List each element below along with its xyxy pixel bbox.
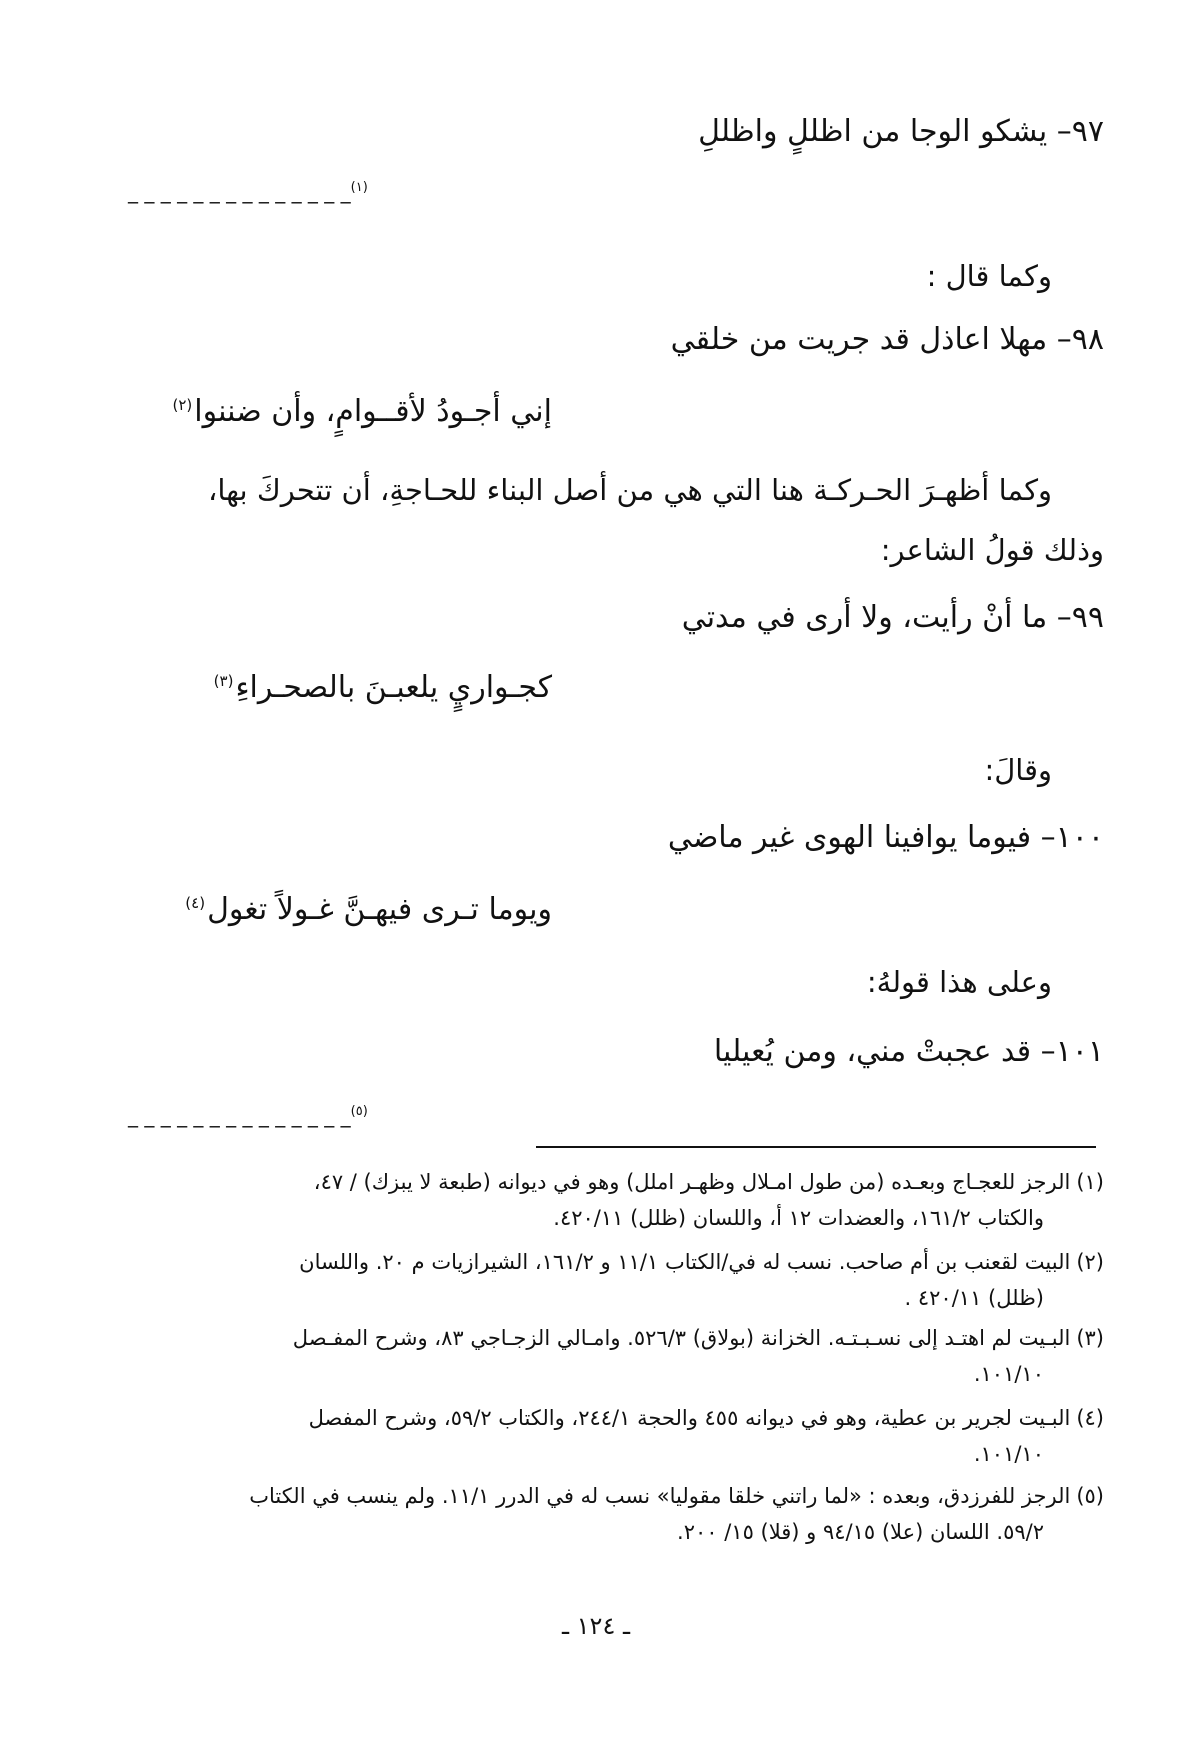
footnote-2: (٢)البيت لقعنب بن أم صاحب. نسب له في/الكتاب ١١/١ و ١٦١/٢، الشيرازيات م ٢٠. واللسان (ظلل) ٤٢٠/١١ . [299, 1250, 1104, 1310]
verse-99-first-hemistich: ٩٩– ما أنْ رأيت، ولا أرى في مدتي [681, 600, 1104, 635]
footnote-ref-4: (٤) [185, 894, 206, 912]
verse-101-second-hemistich-missing: $^{(٥)}$_ _ _ _ _ _ _ _ _ _ _ _ _ _ [128, 1103, 368, 1128]
verse-100-second-hemistich: ويوما تـرى فيهـنَّ غـولاً تغول$^{(٤)}$ [185, 892, 552, 927]
verse-100-first-hemistich: ١٠٠– فيوما يوافينا الهوى غير ماضي [667, 820, 1104, 855]
page-number: ـ ١٢٤ ـ [561, 1612, 630, 1640]
verse-98-second-hemistich: إني أجـودُ لأقــوامٍ، وأن ضننوا$^{(٢)}$ [172, 394, 552, 429]
intro-line-3: وعلى هذا قولهُ: [866, 965, 1052, 999]
prose-line-1: وكما أظهـرَ الحـركـة هنا التي هي من أصل البناء للحـاجةِ، أن تتحركَ بها، [207, 473, 1052, 507]
footnote-ref-2: (٢) [172, 396, 193, 414]
intro-line-2: وقالَ: [984, 753, 1052, 787]
footnote-1: (١)الرجز للعجـاج وبعـده (من طول امـلال وظهـر املل) وهو في ديوانه (طبعة لا يبزك) / ٤٧، والكتاب ١٦١/٢، والعضدات ١٢ أ، واللسان (ظلل) ٤٢٠/١١. [313, 1170, 1104, 1230]
verse-97-second-hemistich-missing: $^{(١)}$_ _ _ _ _ _ _ _ _ _ _ _ _ _ [128, 179, 368, 204]
footnote-3: (٣)البـيت لم اهتـد إلى نسـبـتـه. الخزانة (بولاق) ٥٢٦/٣. وامـالي الزجـاجي ٨٣، وشرح المفـصل ١٠١/١٠. [292, 1326, 1104, 1386]
footnote-4: (٤)البـيت لجرير بن عطية، وهو في ديوانه ٤٥٥ والحجة ٢٤٤/١، والكتاب ٥٩/٢، وشرح المفصل ١٠١/١٠. [308, 1406, 1104, 1466]
verse-99-second-hemistich: كجـواريٍ يلعبـنَ بالصحـراءِ$^{(٣)}$ [213, 670, 552, 705]
footnote-separator [536, 1146, 1096, 1148]
footnote-ref-3: (٣) [213, 672, 234, 690]
verse-101: ١٠١– قد عجبتْ مني، ومن يُعيليا [713, 1034, 1104, 1069]
intro-line-1: وكما قال : [926, 259, 1052, 293]
prose-line-2: وذلك قولُ الشاعر: [880, 533, 1104, 567]
verse-97: ٩٧– يشكو الوجا من اظللٍ واظللِ [698, 114, 1104, 149]
footnote-5: (٥)الرجز للفرزدق، وبعده : «لما راتني خلقا مقوليا» نسب له في الدرر ١١/١. ولم ينسب في الكتاب ٥٩/٢. اللسان (علا) ٩٤/١٥ و (قلا) ١٥/ ٢٠٠. [249, 1484, 1104, 1544]
verse-98-first-hemistich: ٩٨– مهلا اعاذل قد جريت من خلقي [670, 322, 1104, 357]
